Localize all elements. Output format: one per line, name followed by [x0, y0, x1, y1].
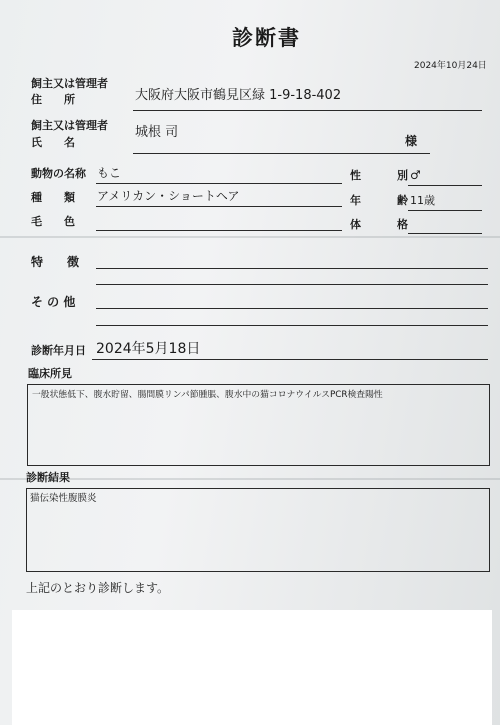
- age-label-1: 年: [350, 194, 361, 207]
- exam-date-value: 2024年5月18日: [96, 341, 201, 357]
- owner-address-line: [133, 110, 482, 111]
- owner-name-line: [133, 153, 430, 154]
- coat-label: 毛 色: [31, 215, 75, 228]
- redacted-area: [12, 610, 492, 725]
- closing-statement: 上記のとおり診断します。: [26, 581, 170, 595]
- exam-date-label: 診断年月日: [31, 344, 86, 357]
- owner-address-label-2: 住 所: [31, 93, 75, 106]
- features-line-2: [96, 284, 488, 285]
- animal-name-value: もこ: [97, 166, 122, 180]
- coat-line: [96, 230, 342, 231]
- document-title: 診断書: [232, 26, 301, 50]
- features-label: 特 徴: [31, 255, 80, 269]
- owner-name-label-1: 飼主又は管理者: [31, 119, 108, 132]
- owner-name-label-2: 氏 名: [31, 136, 75, 149]
- other-line-1: [96, 308, 488, 309]
- features-line-1: [96, 268, 488, 269]
- animal-name-label: 動物の名称: [31, 167, 86, 180]
- weight-label-1: 体: [350, 218, 361, 231]
- issue-date: 2024年10月24日: [414, 61, 487, 71]
- age-line: [408, 210, 482, 211]
- breed-value: アメリカン・ショートヘア: [97, 189, 240, 203]
- owner-name-value: 城根 司: [135, 125, 179, 140]
- age-value: 11歳: [410, 194, 435, 207]
- exam-date-line: [92, 359, 488, 360]
- owner-address-value: 大阪府大阪市鶴見区緑 1-9-18-402: [135, 88, 342, 103]
- clinical-findings-label: 臨床所見: [28, 367, 72, 380]
- sex-label-2: 別: [397, 169, 408, 182]
- owner-address-label-1: 飼主又は管理者: [31, 77, 108, 90]
- animal-name-line: [96, 183, 342, 184]
- sex-label-1: 性: [350, 169, 361, 182]
- honorific: 様: [405, 134, 418, 148]
- diagnosis-result-text: 猫伝染性腹膜炎: [30, 493, 97, 504]
- paper-fold: [0, 236, 500, 238]
- sex-line: [408, 185, 482, 186]
- sex-value: ♂: [410, 168, 421, 182]
- other-label: そ の 他: [31, 295, 76, 309]
- breed-label: 種 類: [31, 191, 75, 204]
- weight-line: [408, 233, 482, 234]
- age-label-2: 齢: [397, 194, 408, 207]
- diagnosis-result-label: 診断結果: [26, 471, 70, 484]
- clinical-findings-text: 一般状態低下、腹水貯留、腸間膜リンパ節腫脹、腹水中の猫コロナウイルスPCR検査陽性: [32, 390, 383, 400]
- other-line-2: [96, 325, 488, 326]
- paper-fold: [0, 478, 500, 480]
- breed-line: [96, 206, 342, 207]
- weight-label-2: 格: [397, 218, 408, 231]
